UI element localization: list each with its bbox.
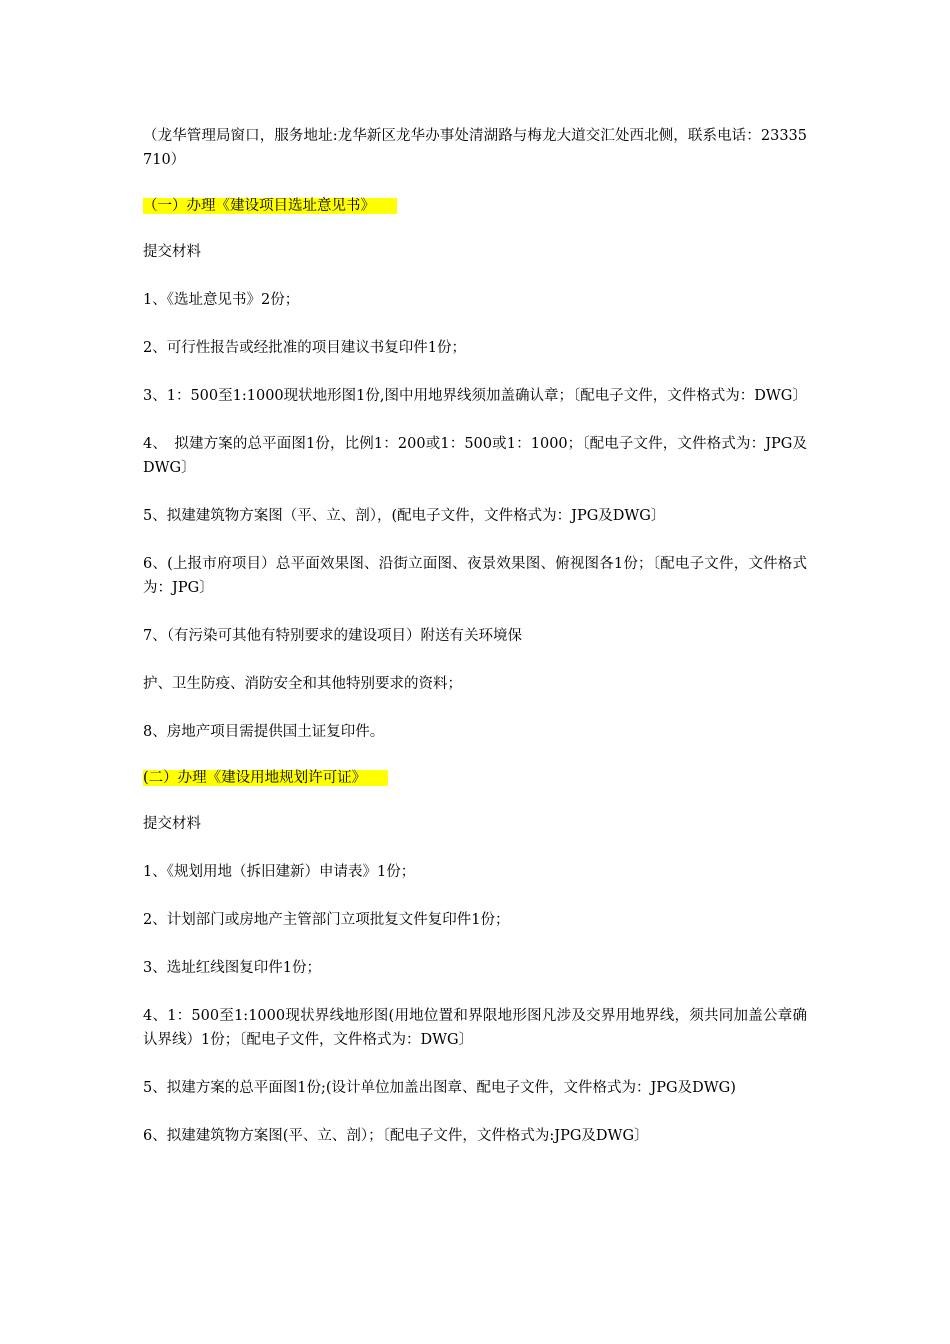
section2-item-6: 6、拟建建筑物方案图(平、立、剖）；〔配电子文件，文件格式为:JPG及DWG〕 <box>143 1128 649 1144</box>
section2-item-4: 4、1：500至1:1000现状界线地形图(用地位置和界限地形图凡涉及交界用地界线，须共同加盖公章确认界线）1份；〔配电子文件，文件格式为：DWG〕 <box>143 1008 807 1048</box>
section1-item-7-continued: 护、卫生防疫、消防安全和其他特别要求的资料； <box>143 676 462 692</box>
section2-heading <box>143 768 807 788</box>
section2-item-1: 1、《规划用地（拆旧建新）申请表》1份； <box>143 864 416 880</box>
intro-paragraph: （龙华管理局窗口，服务地址:龙华新区龙华办事处清湖路与梅龙大道交汇处西北侧，联系电话：23335710） <box>143 128 807 168</box>
section1-subtitle: 提交材料 <box>143 244 201 260</box>
section1-item-3: 3、1：500至1:1000现状地形图1份,图中用地界线须加盖确认章；〔配电子文件，文件格式为：DWG〕 <box>143 388 807 404</box>
section2-item-2: 2、计划部门或房地产主管部门立项批复文件复印件1份； <box>143 912 510 928</box>
section1-heading <box>143 196 807 216</box>
section1-item-1: 1、《选址意见书》2份； <box>143 292 300 308</box>
section1-title: （一）办理《建设项目选址意见书》 <box>143 198 397 214</box>
section2-item-3: 3、选址红线图复印件1份； <box>143 960 321 976</box>
section1-item-2: 2、可行性报告或经批准的项目建议书复印件1份； <box>143 340 466 356</box>
section2-subtitle: 提交材料 <box>143 816 201 832</box>
section1-item-7: 7、（有污染可其他有特别要求的建设项目）附送有关环境保 <box>143 628 522 644</box>
section2-title: (二）办理《建设用地规划许可证》 <box>143 770 388 786</box>
section1-item-6: 6、(上报市府项目）总平面效果图、沿街立面图、夜景效果图、俯视图各1份；〔配电子文件，文件格式为：JPG〕 <box>143 556 807 596</box>
section1-item-4: 4、 拟建方案的总平面图1份，比例1：200或1：500或1：1000；〔配电子文件，文件格式为：JPG及DWG〕 <box>143 436 807 476</box>
section2-item-5: 5、拟建方案的总平面图1份;(设计单位加盖出图章、配电子文件，文件格式为：JPG及DWG) <box>143 1080 736 1096</box>
section1-item-5: 5、拟建建筑物方案图（平、立、剖），(配电子文件，文件格式为：JPG及DWG〕 <box>143 508 666 524</box>
section1-item-8: 8、房地产项目需提供国土证复印件。 <box>143 724 385 740</box>
document-page <box>143 124 807 1172</box>
